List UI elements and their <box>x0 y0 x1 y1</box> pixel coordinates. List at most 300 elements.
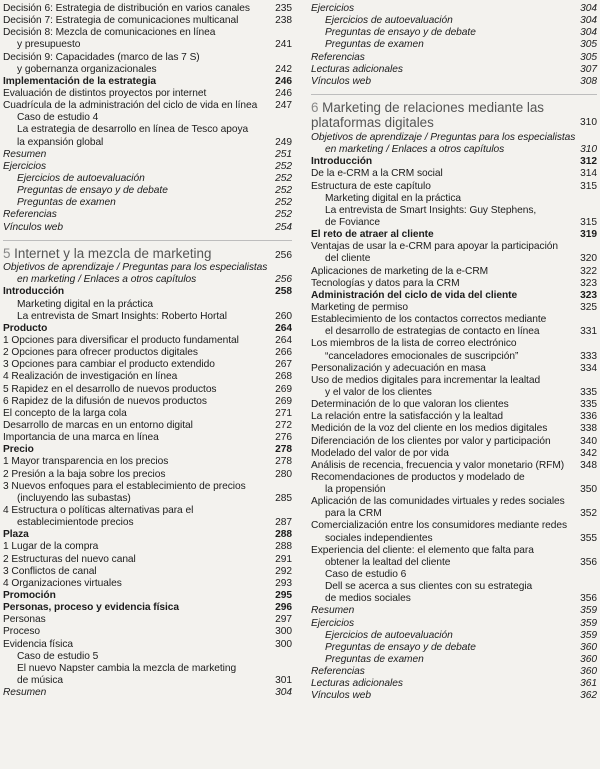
entry-title: Referencias <box>311 51 365 63</box>
entry-title: Caso de estudio 5 <box>17 650 99 662</box>
page-number: 278 <box>275 456 292 468</box>
entry-title: Objetivos de aprendizaje / Preguntas para los especialistas <box>3 262 268 274</box>
page-number: 287 <box>275 517 292 529</box>
toc-entry <box>311 666 597 678</box>
entry-title: Preguntas de ensayo y de debate <box>325 641 476 653</box>
page-number: 268 <box>275 371 292 383</box>
page-number: 340 <box>580 435 597 447</box>
page-number: 301 <box>275 674 292 686</box>
toc-entry <box>311 642 597 654</box>
toc-entry <box>311 168 597 180</box>
chapter-5-divider <box>3 240 292 241</box>
entry-title: Decisión 8: Mezcla de comunicaciones en línea <box>3 27 216 39</box>
toc-entry <box>311 605 597 617</box>
entry-title: Lecturas adicionales <box>311 678 403 690</box>
toc-left-column <box>3 3 292 699</box>
toc-entry <box>3 651 292 663</box>
toc-entry <box>3 420 292 432</box>
toc-entry <box>311 508 597 520</box>
page-number: 355 <box>580 532 597 544</box>
page-number: 291 <box>275 553 292 565</box>
page-number: 305 <box>580 39 597 51</box>
toc-entry <box>3 566 292 578</box>
entry-title: La entrevista de Smart Insights: Roberto Hortal <box>17 310 227 322</box>
toc-entry <box>311 411 597 423</box>
toc-section-heading <box>3 444 292 456</box>
entry-title: Tecnologías y datos para la CRM <box>311 277 460 289</box>
entry-title: Caso de estudio 6 <box>325 569 407 581</box>
toc-entry <box>3 299 292 311</box>
page-number: 334 <box>580 362 597 374</box>
entry-title: y presupuesto <box>17 39 81 51</box>
toc-entry <box>311 302 597 314</box>
page-number: 359 <box>580 629 597 641</box>
entry-title: Desarrollo de marcas en un entorno digital <box>3 420 193 431</box>
toc-entry <box>311 253 597 265</box>
entry-title: de medios sociales <box>325 593 411 605</box>
page-number: 269 <box>275 395 292 407</box>
entry-title: 1 Lugar de la compra <box>3 541 99 553</box>
toc-entry <box>3 469 292 481</box>
entry-title: Promoción <box>3 589 56 601</box>
page-number: 271 <box>275 407 292 419</box>
entry-title: El concepto de la larga cola <box>3 407 127 419</box>
toc-entry <box>311 472 597 484</box>
page-number: 252 <box>275 160 292 172</box>
page-number: 278 <box>275 444 292 456</box>
entry-title: 3 Conflictos de canal <box>3 565 97 577</box>
toc-entry <box>311 205 597 217</box>
page-number: 272 <box>275 420 292 431</box>
toc-entry <box>3 396 292 408</box>
entry-title: Vínculos web <box>3 221 63 233</box>
page-number: 296 <box>275 602 292 614</box>
toc-entry <box>311 76 597 88</box>
entry-title: Ejercicios <box>311 617 355 629</box>
toc-entry <box>311 3 597 15</box>
page-number: 238 <box>275 15 292 27</box>
toc-entry <box>311 630 597 642</box>
toc-entry <box>3 639 292 651</box>
toc-entry <box>311 496 597 508</box>
page-number: 258 <box>275 286 292 298</box>
entry-title: Plaza <box>3 529 29 541</box>
entry-title: Preguntas de examen <box>325 39 424 51</box>
page-number: 254 <box>275 221 292 233</box>
toc-entry <box>3 371 292 383</box>
toc-section-heading <box>3 602 292 614</box>
entry-title: Administración del ciclo de vida del cliente <box>311 289 518 301</box>
page-number: 251 <box>275 148 292 160</box>
entry-title: Resumen <box>3 687 47 699</box>
toc-entry <box>311 436 597 448</box>
toc-entry <box>311 375 597 387</box>
toc-entry <box>311 15 597 27</box>
toc-entry <box>3 124 292 136</box>
toc-entry <box>311 423 597 435</box>
toc-entry <box>311 545 597 557</box>
toc-entry <box>3 359 292 371</box>
entry-title: Comercialización entre los consumidores mediante redes <box>311 520 568 532</box>
entry-title: Introducción <box>3 286 65 298</box>
entry-title: Proceso <box>3 626 41 638</box>
entry-title: “canceladores emocionales de suscripción” <box>325 350 519 362</box>
entry-title: 3 Nuevos enfoques para el establecimiento de precios <box>3 480 246 492</box>
page-number: 308 <box>580 75 597 87</box>
entry-title: la propensión <box>325 484 386 496</box>
toc-entry <box>3 311 292 323</box>
entry-title: obtener la lealtad del cliente <box>325 556 451 568</box>
page-number: 310 <box>580 117 597 129</box>
page-number: 300 <box>275 626 292 638</box>
entry-title: Ejercicios <box>3 160 47 172</box>
page-number: 285 <box>275 492 292 504</box>
page-number: 297 <box>275 614 292 626</box>
page-number: 252 <box>275 185 292 197</box>
page-number: 269 <box>275 383 292 395</box>
toc-entry <box>3 432 292 444</box>
page-number: 312 <box>580 156 597 168</box>
entry-title: El nuevo Napster cambia la mezcla de marketing <box>17 662 237 674</box>
entry-title: Uso de medios digitales para incrementar la lealtad <box>311 374 541 386</box>
entry-title: La relación entre la satisfacción y la lealtad <box>311 411 503 423</box>
entry-title: Decisión 7: Estrategia de comunicaciones multicanal <box>3 15 239 27</box>
entry-title: establecimientode precios <box>17 517 134 529</box>
entry-title: y el valor de los clientes <box>325 386 432 398</box>
entry-title: Ventajas de usar la e-CRM para apoyar la participación <box>311 241 559 253</box>
toc-section-heading <box>3 323 292 335</box>
toc-entry <box>3 384 292 396</box>
toc-entry <box>3 675 292 687</box>
page-number: 323 <box>580 289 597 301</box>
toc-entry <box>311 618 597 630</box>
entry-title: 6 Rapidez de la difusión de nuevos productos <box>3 395 207 407</box>
page-number: 336 <box>580 411 597 423</box>
toc-entry <box>3 64 292 76</box>
entry-title: Diferenciación de los clientes por valor y participación <box>311 435 551 447</box>
toc-entry <box>311 690 597 702</box>
toc-entry <box>3 626 292 638</box>
entry-title: y gobernanza organizacionales <box>17 63 157 75</box>
entry-title: La entrevista de Smart Insights: Guy Stephens, <box>325 204 537 216</box>
toc-entry <box>311 338 597 350</box>
toc-entry <box>311 557 597 569</box>
entry-title: sociales independientes <box>325 532 433 544</box>
entry-title: Marketing digital en la práctica <box>17 298 154 310</box>
page-number: 304 <box>275 687 292 699</box>
entry-title: Cuadrícula de la administración del ciclo de vida en línea <box>3 100 258 112</box>
entry-title: Lecturas adicionales <box>311 63 403 75</box>
chapter-number: 5 <box>3 245 11 261</box>
toc-entry <box>311 64 597 76</box>
page-number: 293 <box>275 577 292 589</box>
toc-entry <box>311 569 597 581</box>
chapter-heading <box>3 246 292 262</box>
toc-entry <box>3 274 292 286</box>
toc-entry <box>311 484 597 496</box>
entry-title: 4 Realización de investigación en línea <box>3 371 178 383</box>
chapter-title: 6 Marketing de relaciones mediante las plataformas digitales <box>311 99 544 131</box>
toc-entry <box>311 144 597 156</box>
toc-entry <box>3 52 292 64</box>
toc-entry <box>3 137 292 149</box>
entry-title: Ejercicios de autoevaluación <box>325 15 453 27</box>
toc-entry <box>3 197 292 209</box>
chapter-title: 5 Internet y la mezcla de marketing <box>3 245 212 261</box>
entry-title: Ejercicios de autoevaluación <box>17 172 145 184</box>
toc-entry <box>311 448 597 460</box>
page-number: 319 <box>580 229 597 241</box>
page-number: 335 <box>580 399 597 411</box>
entry-title: Referencias <box>311 666 365 678</box>
entry-title: Recomendaciones de productos y modelado de <box>311 471 525 483</box>
entry-title: Vínculos web <box>311 75 371 87</box>
toc-entry <box>311 132 597 144</box>
entry-title: Referencias <box>3 209 57 221</box>
entry-title: 1 Mayor transparencia en los precios <box>3 456 169 468</box>
chapter-6-divider <box>311 94 597 95</box>
entry-title: 4 Estructura o políticas alternativas para el <box>3 504 194 516</box>
toc-entry <box>311 39 597 51</box>
toc-entry <box>3 578 292 590</box>
page-number: 241 <box>275 39 292 51</box>
toc-entry <box>3 3 292 15</box>
entry-title: Estructura de este capítulo <box>311 180 431 192</box>
toc-entry <box>311 363 597 375</box>
entry-title: Marketing de permiso <box>311 301 408 313</box>
page-number: 348 <box>580 459 597 471</box>
toc-entry <box>3 554 292 566</box>
toc-entry <box>311 326 597 338</box>
page-number: 323 <box>580 277 597 289</box>
entry-title: Importancia de una marca en línea <box>3 432 159 444</box>
toc-entry <box>311 193 597 205</box>
page-number: 322 <box>580 265 597 277</box>
toc-entry <box>311 593 597 605</box>
page-number: 342 <box>580 447 597 459</box>
page-number: 315 <box>580 180 597 192</box>
entry-title: Ejercicios de autoevaluación <box>325 629 453 641</box>
entry-title: Producto <box>3 322 48 334</box>
page-number: 242 <box>275 63 292 75</box>
page-number: 325 <box>580 301 597 313</box>
toc-entry <box>311 533 597 545</box>
page-number: 360 <box>580 666 597 678</box>
toc-entry <box>311 351 597 363</box>
toc-entry <box>311 387 597 399</box>
page-number: 252 <box>275 209 292 221</box>
entry-title: Resumen <box>3 148 47 160</box>
toc-section-heading <box>3 590 292 602</box>
page-number: 288 <box>275 541 292 553</box>
page-number: 288 <box>275 529 292 541</box>
page-number: 362 <box>580 690 597 702</box>
toc-entry <box>3 209 292 221</box>
toc-entry <box>3 481 292 493</box>
toc-entry <box>3 88 292 100</box>
page-number: 247 <box>275 100 292 112</box>
toc-entry <box>3 161 292 173</box>
chapter-number: 6 <box>311 99 319 115</box>
entry-title: Aplicación de las comunidades virtuales y redes sociales <box>311 496 565 508</box>
toc-entry <box>3 408 292 420</box>
toc-entry <box>3 335 292 347</box>
entry-title: Dell se acerca a sus clientes con su estrategia <box>325 581 533 593</box>
toc-entry <box>3 347 292 359</box>
toc-entry <box>311 241 597 253</box>
toc-entry <box>311 181 597 193</box>
entry-title: (incluyendo las subastas) <box>17 492 131 504</box>
toc-entry <box>311 654 597 666</box>
entry-title: Decisión 6: Estrategia de distribución en varios canales <box>3 3 250 14</box>
page-number: 304 <box>580 15 597 27</box>
toc-entry <box>311 217 597 229</box>
page-number: 264 <box>275 322 292 334</box>
toc-entry <box>3 541 292 553</box>
page-number: 256 <box>275 274 292 286</box>
toc-entry <box>311 678 597 690</box>
page-number: 252 <box>275 197 292 209</box>
entry-title: Ejercicios <box>311 3 355 14</box>
entry-title: Preguntas de ensayo y de debate <box>325 27 476 39</box>
page-number: 356 <box>580 556 597 568</box>
entry-title: Evaluación de distintos proyectos por internet <box>3 87 207 99</box>
toc-entry <box>3 493 292 505</box>
page-number: 252 <box>275 172 292 184</box>
entry-title: Resumen <box>311 605 355 617</box>
entry-title: 4 Organizaciones virtuales <box>3 577 122 589</box>
toc-entry <box>3 262 292 274</box>
entry-title: el desarrollo de estrategias de contacto en línea <box>325 326 540 338</box>
page-number: 276 <box>275 432 292 444</box>
toc-right-column <box>311 3 597 703</box>
page-number: 352 <box>580 508 597 520</box>
entry-title: 5 Rapidez en el desarrollo de nuevos productos <box>3 383 217 395</box>
toc-section-heading <box>3 76 292 88</box>
entry-title: Decisión 9: Capacidades (marco de las 7 S) <box>3 51 200 63</box>
page-number: 267 <box>275 359 292 371</box>
toc-entry <box>311 581 597 593</box>
toc-section-heading <box>3 529 292 541</box>
page-number: 307 <box>580 63 597 75</box>
entry-title: de música <box>17 674 63 686</box>
page-number: 295 <box>275 589 292 601</box>
toc-entry <box>311 460 597 472</box>
entry-title: Determinación de lo que valoran los clientes <box>311 399 509 411</box>
page-number: 333 <box>580 350 597 362</box>
entry-title: Marketing digital en la práctica <box>325 192 462 204</box>
page-number: 310 <box>580 144 597 156</box>
entry-title: la expansión global <box>17 136 104 148</box>
page-number: 359 <box>580 605 597 617</box>
entry-title: Establecimiento de los contactos correctos mediante <box>311 314 547 326</box>
page-number: 361 <box>580 678 597 690</box>
entry-title: Preguntas de examen <box>17 197 116 209</box>
entry-title: Caso de estudio 4 <box>17 112 99 124</box>
entry-title: del cliente <box>325 253 371 265</box>
entry-title: 2 Estructuras del nuevo canal <box>3 553 136 565</box>
toc-entry <box>311 520 597 532</box>
entry-title: 2 Presión a la baja sobre los precios <box>3 468 166 480</box>
toc-section-heading <box>311 156 597 168</box>
entry-title: Personas, proceso y evidencia física <box>3 602 180 614</box>
entry-title: Vínculos web <box>311 690 371 702</box>
page-number: 246 <box>275 87 292 99</box>
entry-title: Análisis de recencia, frecuencia y valor monetario (RFM) <box>311 459 565 471</box>
page-number: 304 <box>580 3 597 14</box>
toc-entry <box>3 39 292 51</box>
entry-title: de Foviance <box>325 216 380 228</box>
entry-title: De la e-CRM a la CRM social <box>311 168 443 180</box>
page-number: 246 <box>275 75 292 87</box>
page-number: 249 <box>275 136 292 148</box>
entry-title: en marketing / Enlaces a otros capítulos <box>325 144 505 156</box>
page-number: 320 <box>580 253 597 265</box>
entry-title: Modelado del valor de por vida <box>311 447 449 459</box>
page-number: 260 <box>275 310 292 322</box>
page-number: 315 <box>580 216 597 228</box>
toc-entry <box>311 314 597 326</box>
toc-entry <box>3 614 292 626</box>
entry-title: Precio <box>3 444 34 456</box>
entry-title: El reto de atraer al cliente <box>311 229 434 241</box>
entry-title: Objetivos de aprendizaje / Preguntas para los especialistas <box>311 131 576 143</box>
page-number: 235 <box>275 3 292 14</box>
entry-title: Medición de la voz del cliente en los medios digitales <box>311 423 548 435</box>
toc-section-heading <box>311 229 597 241</box>
entry-title: Aplicaciones de marketing de la e-CRM <box>311 265 489 277</box>
entry-title: Los miembros de la lista de correo electrónico <box>311 338 517 350</box>
toc-entry <box>311 266 597 278</box>
entry-title: 1 Opciones para diversificar el producto fundamental <box>3 335 239 347</box>
entry-title: Evidencia física <box>3 638 73 650</box>
page-number: 292 <box>275 565 292 577</box>
toc-entry <box>311 278 597 290</box>
entry-title: Preguntas de examen <box>325 654 424 666</box>
page-number: 280 <box>275 468 292 480</box>
page-number: 360 <box>580 641 597 653</box>
toc-section-heading <box>311 290 597 302</box>
toc-entry <box>3 687 292 699</box>
toc-entry <box>3 149 292 161</box>
page-number: 356 <box>580 593 597 605</box>
page-number: 314 <box>580 168 597 180</box>
entry-title: Implementación de la estrategia <box>3 75 157 87</box>
entry-title: Personas <box>3 614 46 626</box>
page-number: 338 <box>580 423 597 435</box>
toc-entry <box>311 27 597 39</box>
page-number: 359 <box>580 617 597 629</box>
entry-title: Preguntas de ensayo y de debate <box>17 185 168 197</box>
page-number: 266 <box>275 347 292 359</box>
entry-title: en marketing / Enlaces a otros capítulos <box>17 274 197 286</box>
toc-entry <box>311 399 597 411</box>
entry-title: 2 Opciones para ofrecer productos digitales <box>3 347 198 359</box>
toc-entry <box>311 52 597 64</box>
toc-entry <box>3 663 292 675</box>
entry-title: 3 Opciones para cambiar el producto extendido <box>3 359 215 371</box>
toc-entry <box>3 15 292 27</box>
entry-title: Introducción <box>311 156 373 168</box>
toc-entry <box>3 173 292 185</box>
toc-entry <box>3 222 292 234</box>
toc-entry <box>3 505 292 517</box>
page-number: 304 <box>580 27 597 39</box>
toc-entry <box>3 100 292 112</box>
toc-entry <box>3 185 292 197</box>
toc-entry <box>3 112 292 124</box>
page-number: 331 <box>580 326 597 338</box>
